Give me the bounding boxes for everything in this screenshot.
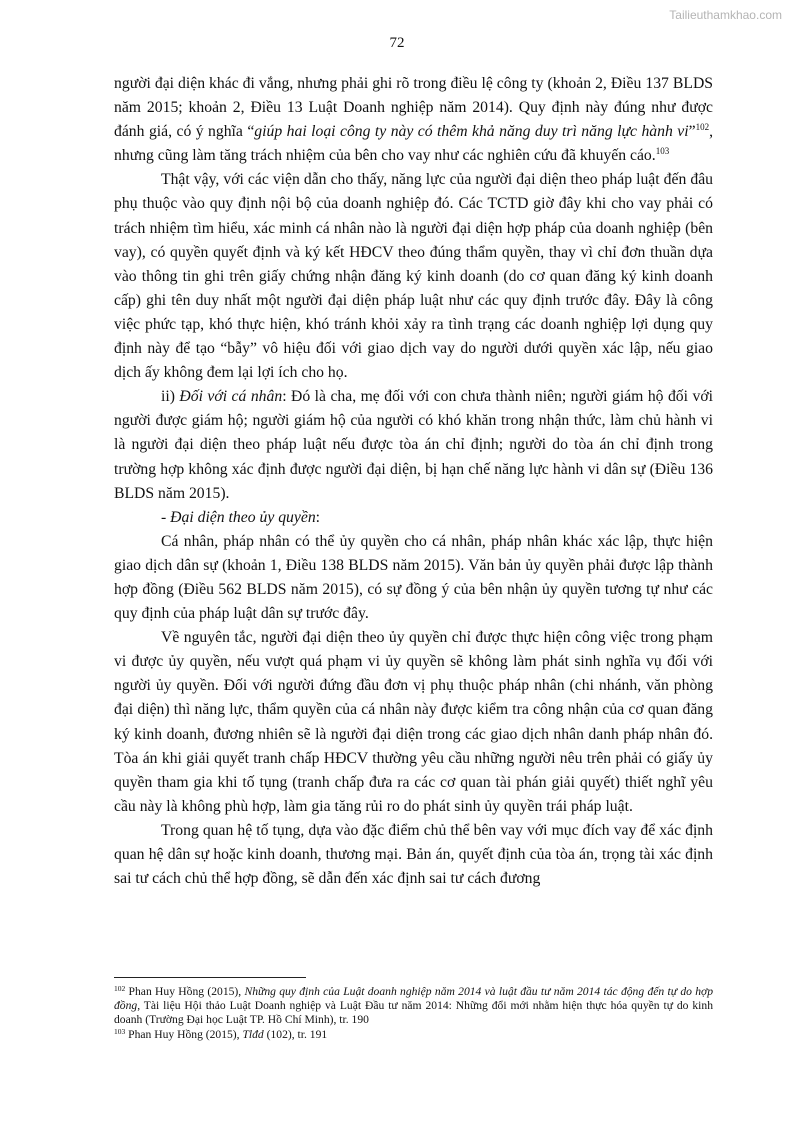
footnote-divider — [114, 977, 306, 978]
footnote-number: 103 — [114, 1026, 126, 1036]
footnote-title: Tlđd — [242, 1027, 264, 1041]
section-heading — [114, 506, 713, 530]
footnote-author: Phan Huy Hồng (2015), — [125, 1027, 243, 1041]
footnotes — [114, 985, 713, 1042]
footnote-source: (102), tr. 191 — [263, 1027, 328, 1041]
paragraph-2: Thật vậy, với các viện dẫn cho thấy, năng lực của người đại diện theo pháp luật đến đâu phụ thuộc vào quy định nội bộ của doanh nghiệp đó. Các TCTD giờ đây khi cho vay phải có trách nhiệm tìm hiểu, xác minh cá nhân nào là người đại diện hợp pháp của doanh nghiệp (bên vay), có quyền quyết định và ký kết HĐCV theo đúng thẩm quyền, thay vì chỉ đơn thuần dựa vào thông tin ghi trên giấy chứng nhận đăng ký kinh doanh (do cơ quan đăng ký kinh doanh cấp) ghi tên duy nhất một người đại diện pháp luật như các quy định trước đây. Đây là công việc phức tạp, khó thực hiện, khó tránh khỏi xảy ra tình trạng các doanh nghiệp lợi dụng quy định này để tạo “bẫy” vô hiệu đối với giao dịch vay do người dưới quyền xác lập, nếu giao dịch ấy không đem lại lợi ích cho họ. — [114, 171, 713, 382]
paragraph-3-lead: ii) — [161, 388, 180, 406]
paragraph-3 — [114, 385, 713, 505]
section-heading-lead: - — [161, 508, 171, 526]
paragraph-7: Trong quan hệ tố tụng, dựa vào đặc điểm chủ thể bên vay với mục đích vay để xác định quan hệ dân sự hoặc kinh doanh, thương mại. Bản án, quyết định của tòa án, trọng tài xác định sai tư cách chủ thể hợp đồng, sẽ dẫn đến xác định sai tư cách đương — [114, 821, 713, 888]
footnote-103 — [114, 1028, 713, 1042]
footnote-ref-102[interactable]: 102 — [695, 122, 710, 133]
paragraph-1-quote: giúp hai loại công ty này có thêm khả năng duy trì năng lực hành vi — [254, 123, 689, 141]
footnote-number: 102 — [114, 984, 126, 993]
paragraph-1 — [114, 72, 713, 168]
section-heading-title: Đại diện theo ủy quyền — [170, 508, 316, 526]
footnote-102 — [114, 985, 713, 1028]
page-number: 72 — [389, 35, 405, 51]
paragraph-6: Về nguyên tắc, người đại diện theo ủy quyền chỉ được thực hiện công việc trong phạm vi được ủy quyền, nếu vượt quá phạm vi ủy quyền sẽ không làm phát sinh nghĩa vụ đối với người ủy quyền. Đối với người đứng đầu đơn vị phụ thuộc pháp nhân (chi nhánh, văn phòng đại diện) thì năng lực, thẩm quyền của cá nhân này được kiểm tra công nhận của cơ quan đăng ký kinh doanh, đương nhiên sẽ là người đại diện trong các giao dịch nhân danh pháp nhân đó. Tòa án khi giải quyết tranh chấp HĐCV thường yêu cầu những người nêu trên phải có giấy ủy quyền tham gia khi tố tụng (tranh chấp đưa ra các cơ quan tài phán giải quyết) thiết nghĩ yêu cầu này là không phù hợp, làm gia tăng rủi ro do phát sinh ủy quyền trái pháp luật. — [114, 629, 713, 815]
watermark: Tailieuthamkhao.com — [669, 8, 782, 22]
body-text — [114, 72, 713, 891]
paragraph-5: Cá nhân, pháp nhân có thể ủy quyền cho cá nhân, pháp nhân khác xác lập, thực hiện giao dịch dân sự (khoản 1, Điều 138 BLDS năm 2015). Văn bản ủy quyền phải được lập thành hợp đồng (Điều 562 BLDS năm 2015), có sự đồng ý của bên nhận ủy quyền tương tự như các quy định của pháp luật dân sự trước đây. — [114, 532, 713, 623]
section-heading-tail: : — [315, 508, 321, 526]
paragraph-1-text-a: người đại diện khác đi vắng, nhưng phải ghi rõ trong điều lệ công ty (khoản 2, Điều 137 BLDS năm 2015; khoản 2, Điều 13 Luật Doanh nghiệp năm 2014). Quy định này đúng như được đánh giá, có ý nghĩa “ — [114, 75, 713, 141]
footnote-ref-103[interactable]: 103 — [655, 146, 670, 157]
paragraph-1-text-b: ” — [688, 123, 696, 141]
footnote-source: , Tài liệu Hội thảo Luật Doanh nghiệp và Luật Đầu tư năm 2014: Những đổi mới nhằm hiện thực hóa quyền tự do kinh doanh (Trường Đại học Luật TP. Hồ Chí Minh), tr. 190 — [114, 999, 713, 1027]
paragraph-3-text: : Đó là cha, mẹ đối với con chưa thành niên; người giám hộ đối với người được giám hộ; người giám hộ của người có khó khăn trong nhận thức, làm chủ hành vi là người đại diện theo pháp luật nếu được tòa án chỉ định; người do tòa án chỉ định trong trường hợp không xác định được người đại diện, bị hạn chế năng lực hành vi dân sự (Điều 136 BLDS năm 2015). — [114, 388, 713, 502]
paragraph-1-text-c: , nhưng cũng làm tăng trách nhiệm của bên cho vay như các nghiên cứu đã khuyến cáo. — [114, 123, 713, 165]
footnote-author: Phan Huy Hồng (2015), — [125, 985, 245, 998]
footnote-title: Những quy định của Luật doanh nghiệp năm 2014 và luật đầu tư năm 2014 tác động đến tự do hợp đồng — [114, 985, 713, 1013]
paragraph-3-label: Đối với cá nhân — [179, 388, 283, 406]
